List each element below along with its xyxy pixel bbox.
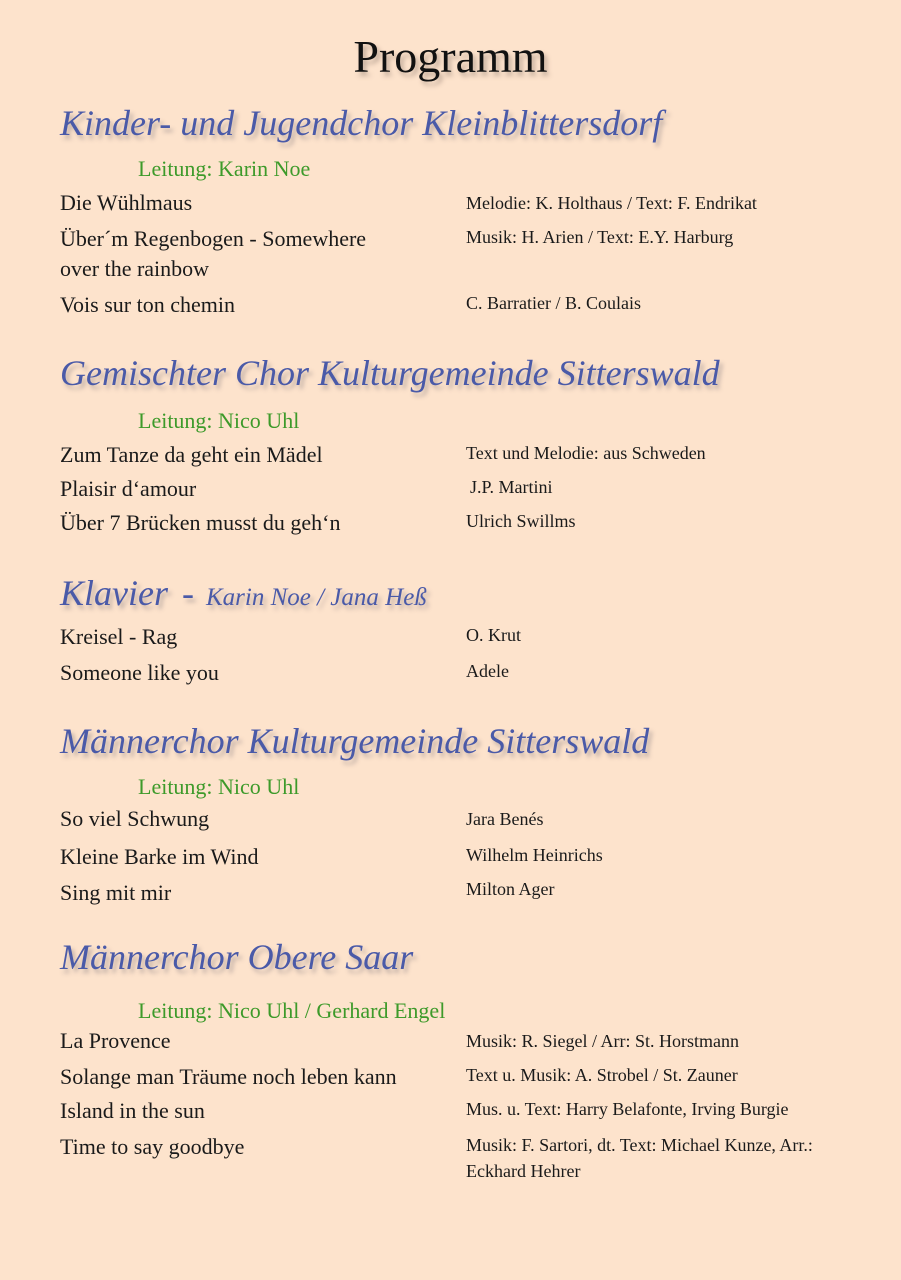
- song-title: Über 7 Brücken musst du geh‘n: [60, 510, 341, 535]
- section-title: Gemischter Chor Kulturgemeinde Sitterswald: [60, 353, 720, 393]
- section-subtitle: Karin Noe / Jana Heß: [205, 584, 427, 611]
- song-credit: C. Barratier / B. Coulais: [466, 293, 641, 313]
- section-title: Klavier: [60, 573, 168, 613]
- song-title: Zum Tanze da geht ein Mädel: [60, 442, 323, 467]
- song-credit: Mus. u. Text: Harry Belafonte, Irving Burgie: [466, 1099, 789, 1119]
- section-leader: Leitung: Nico Uhl / Gerhard Engel: [138, 998, 446, 1023]
- song-title: Plaisir d‘amour: [60, 476, 197, 501]
- song-credit: Musik: F. Sartori, dt. Text: Michael Kunze, Arr.: Eckhard Hehrer: [466, 1135, 813, 1181]
- song-title: Sing mit mir: [60, 880, 172, 905]
- section-leader: Leitung: Karin Noe: [138, 156, 311, 181]
- section-leader: Leitung: Nico Uhl: [138, 408, 300, 433]
- section-title: Männerchor Kulturgemeinde Sitterswald: [60, 721, 650, 761]
- song-credit: J.P. Martini: [470, 477, 553, 497]
- section-title: Kinder- und Jugendchor Kleinblittersdorf: [60, 103, 663, 143]
- song-credit: Ulrich Swillms: [466, 511, 576, 531]
- song-credit: O. Krut: [466, 625, 521, 645]
- song-credit: Wilhelm Heinrichs: [466, 845, 603, 865]
- song-credit: Musik: R. Siegel / Arr: St. Horstmann: [466, 1031, 740, 1051]
- song-title: Kreisel - Rag: [60, 624, 178, 649]
- song-credit: Milton Ager: [466, 879, 555, 899]
- title-separator: -: [181, 573, 194, 613]
- song-title: Über´m Regenbogen - Somewhere over the rainbow: [60, 226, 367, 281]
- song-title: La Provence: [60, 1028, 171, 1053]
- song-title: Die Wühlmaus: [60, 190, 193, 215]
- song-title: Time to say goodbye: [60, 1134, 245, 1159]
- song-credit: Melodie: K. Holthaus / Text: F. Endrikat: [466, 193, 757, 213]
- song-title: Kleine Barke im Wind: [60, 844, 259, 869]
- song-credit: Text und Melodie: aus Schweden: [466, 443, 706, 463]
- page-title: Programm: [353, 31, 548, 82]
- song-title: So viel Schwung: [60, 806, 210, 831]
- section-title: Männerchor Obere Saar: [60, 937, 414, 977]
- song-title: Island in the sun: [60, 1098, 205, 1123]
- song-title: Solange man Träume noch leben kann: [60, 1064, 397, 1089]
- section-title-line: [60, 572, 427, 614]
- song-title: Someone like you: [60, 660, 219, 685]
- song-credit: Adele: [466, 661, 509, 681]
- song-title: Vois sur ton chemin: [60, 292, 235, 317]
- section-leader: Leitung: Nico Uhl: [138, 774, 300, 799]
- song-credit: Musik: H. Arien / Text: E.Y. Harburg: [466, 227, 734, 247]
- song-credit: Jara Benés: [466, 809, 544, 829]
- song-credit: Text u. Musik: A. Strobel / St. Zauner: [466, 1065, 738, 1085]
